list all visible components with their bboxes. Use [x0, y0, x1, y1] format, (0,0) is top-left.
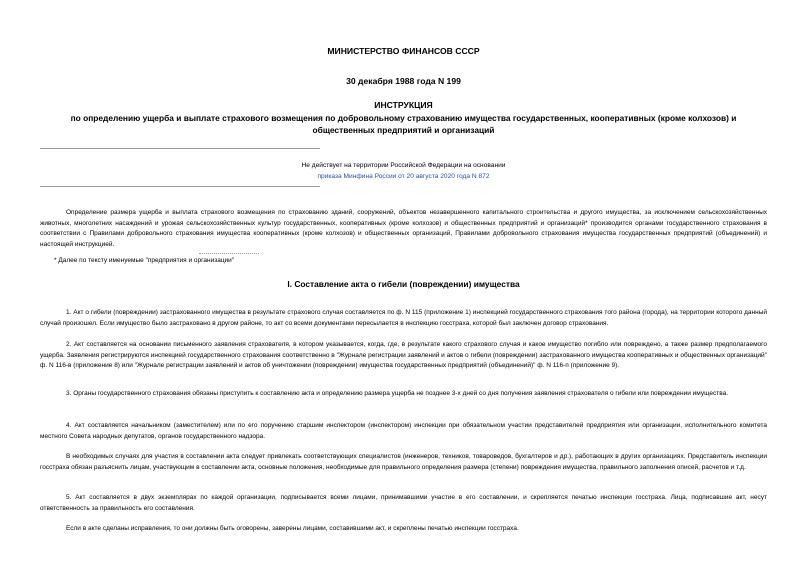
intro-paragraph: Определение размера ущерба и выплата страхового возмещения по страхованию зданий, сооружений, объектов незавершенного капитального строительства и другого имущества, за исключением сельскохозяйственных животных, многолетних насаждений и урожая сельскохозяйственных культур государственных, кооперативных (кроме колхозов) и общественных предприятий и организаций* производится органами государственного страхования в соответствии с Правилами добровольного страхования имущества кооперативных (кроме колхозов) и общественных организаций, Правилами добровольного страхования имущества государственных предприятий (объединений) и настоящей инструкцией. [40, 209, 767, 248]
paragraph-3: 3. Органы государственного страхования обязаны приступить к составлению акта и определению размера ущерба не позднее 3-х дней со дня получения заявления страхователя о гибели или повреждении имущества. [66, 390, 729, 397]
ministry-heading: МИНИСТЕРСТВО ФИНАНСОВ СССР [327, 46, 480, 56]
paragraph-2: 2. Акт составляется на основании письменного заявления страхователя, в котором указывается, когда, где, в результате какого страхового случая и какое имущество погибло или повреждено, а также размер предполагаемого ущерба. Заявления регистрируются инспекцией государственного страхования соответственно в "Журнале регистрации заявлений и актов о гибели (повреждении) застрахованного имущества кооперативных и общественных организаций" ф. N 116-в (приложение 8) или "Журнале регистрации заявлений и актов об уничтожении (повреждении) имущества государственных предприятий (объединений)" ф. N 116-п (приложение 9). [40, 341, 767, 369]
paragraph-4: 4. Акт составляется начальником (заместителем) или по его поручению старшим инспектором (инспектором) инспекции при обязательном участии представителей предприятия или организации, исполнительного комитета местного Совета народных депутатов, органов государственного надзора. [40, 422, 767, 440]
status-link[interactable]: приказа Минфина России от 20 августа 2020 года N 872 [317, 173, 490, 180]
top-divider [40, 148, 320, 149]
section-title: I. Составление акта о гибели (повреждении) имущества [287, 279, 520, 289]
document-date-number: 30 декабря 1988 года N 199 [346, 76, 461, 86]
status-note: Не действует на территории Российской Федерации на основании [301, 162, 506, 169]
paragraph-5: 5. Акт составляется в двух экземплярах по каждой организации, подписывается всеми лицами, принимавшими участие в его составлении, и скрепляется печатью инспекции госстраха. Лица, подписавшие акт, несут ответственность за правильность его составления. [40, 494, 767, 512]
footnote-divider [199, 253, 259, 254]
document-title: ИНСТРУКЦИЯ [374, 100, 433, 110]
paragraph-5-continued: Если в акте сделаны исправления, то они должны быть оговорены, заверены лицами, составившими акт, и скреплены печатью инспекции госстраха. [66, 525, 519, 532]
bottom-divider [40, 186, 320, 187]
footnote: * Далее по тексту именуемые "предприятия и организации" [54, 257, 235, 264]
document-subtitle: по определению ущерба и выплате страхового возмещения по добровольному страхованию имущества государственных, кооперативных (кроме колхозов) и общественных предприятий и организаций [70, 113, 737, 135]
paragraph-1: 1. Акт о гибели (повреждении) застрахованного имущества в результате страхового случая составляется по ф. N 115 (приложение 1) инспекцией государственного страхования того района (города), на территории которого данный случай произошел. Если имущество было застраховано в другом районе, то акт со всеми документами пересылается в инспекцию госстраха, которой был заключен договор страхования. [40, 309, 767, 327]
paragraph-4-continued: В необходимых случаях для участия в составлении акта следует привлекать соответствующих специалистов (инженеров, техников, товароведов, бухгалтеров и др.), работающих в других организациях. Представитель инспекции госстраха обязан разъяснить лицам, участвующим в составлении акта, основные положения, необходимые для правильного определения размера (степени) повреждения имущества, правильного заполнения описей, расчетов и т.д. [40, 453, 767, 471]
